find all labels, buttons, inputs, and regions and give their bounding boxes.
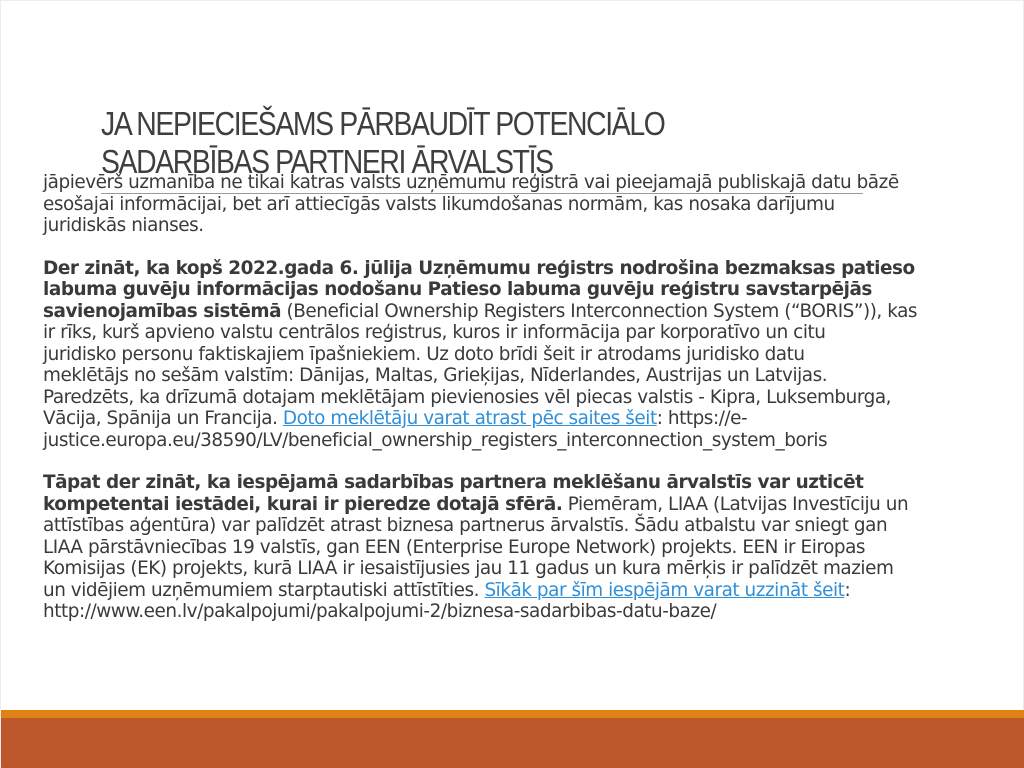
bold-text: Tāpat der zināt, ka iespējamā sadarbības partnera meklēšanu ārvalstīs var uzticēt: [43, 472, 864, 493]
text-line: [43, 301, 1003, 323]
url-text: http://www.een.lv/pakalpojumi/pakalpojumi-2/biznesa-sadarbibas-datu-baze/: [43, 601, 717, 622]
text-line: [43, 279, 1003, 301]
text-line: esošajai informācijai, bet arī attiecīgās valsts likumdošanas normām, kas nosaka darījumu: [43, 193, 835, 215]
plain-text: Vācija, Spānija un Francija.: [43, 408, 283, 429]
title-line-1: JA NEPIECIEŠAMS PĀRBAUDĪT POTENCIĀLO: [101, 105, 665, 142]
text-line: jāpievērš uzmanība ne tikai katras valsts uzņēmumu reģistrā vai pieejamajā publiskajā datu bāzē: [43, 172, 899, 193]
plain-text: : https://e-: [656, 408, 748, 429]
plain-text: Piemēram, LIAA (Latvijas Investīciju un: [562, 493, 909, 515]
footer-band-rust: [1, 718, 1024, 768]
slide-title: [101, 105, 755, 181]
text-line: [43, 258, 1003, 280]
text-line: [43, 472, 1003, 494]
een-info-link[interactable]: Sīkāk par šīm iespējām varat uzzināt šeit: [484, 579, 845, 601]
text-line: [43, 580, 1003, 602]
bold-text: Der zināt, ka kopš 2022.gada 6. jūlija Uzņēmumu reģistrs nodrošina bezmaksas patieso: [43, 257, 915, 279]
bold-text: savienojamības sistēmā: [43, 300, 282, 322]
text-line: Paredzēts, ka drīzumā dotajam meklētājam pievienosies vēl piecas valstis - Kipra, Luksemburga,: [43, 386, 892, 408]
text-line: Komisijas (EK) projekts, kurā LIAA ir iesaistījusies jau 11 gadus un kura mērķis ir palīdzēt maziem: [43, 558, 894, 579]
text-line: attīstības aģentūra) var palīdzēt atrast biznesa partnerus ārvalstīs. Šādu atbalstu var sniegt gan: [43, 515, 888, 536]
plain-text: un vidējiem uzņēmumiem starptautiski attīstīties.: [43, 579, 485, 601]
bold-text: labuma guvēju informācijas nodošanu Patieso labuma guvēju reģistru savstarpējās: [43, 279, 872, 300]
text-line: juridisko personu faktiskajiem īpašniekiem. Uz doto brīdi šeit ir atrodams juridisko datu: [43, 343, 805, 365]
slide-body: [43, 172, 1003, 644]
text-line: LIAA pārstāvniecības 19 valstīs, gan EEN (Enterprise Europe Network) projekts. EEN ir Eiropas: [43, 536, 866, 558]
text-line: [43, 408, 1003, 430]
paragraph-liaa: [43, 472, 1003, 623]
text-line: ir rīks, kurš apvieno valstu centrālos reģistrus, kuros ir informācija par korporatīvo un citu: [43, 322, 826, 343]
text-line: [43, 494, 1003, 516]
text-line: meklētājs no sešām valstīm: Dānijas, Maltas, Grieķijas, Nīderlandes, Austrijas un Latvijas.: [43, 365, 828, 386]
text-line: juridiskās nianses.: [43, 215, 204, 236]
plain-text: (Beneficial Ownership Registers Interconnection System (“BORIS”)), kas: [281, 300, 918, 322]
footer-stripe-orange: [1, 710, 1024, 718]
plain-text: :: [844, 579, 851, 601]
bold-text: kompetentai iestādei, kurai ir pieredze dotajā sfērā.: [43, 493, 563, 515]
paragraph-boris: [43, 258, 1003, 452]
title-line-2: SADARBĪBAS PARTNERI ĀRVALSTĪS: [101, 143, 553, 180]
boris-search-link[interactable]: Doto meklētāju varat atrast pēc saites šeit: [282, 408, 657, 429]
paragraph-intro: [43, 172, 1003, 237]
url-text: justice.europa.eu/38590/LV/beneficial_ownership_registers_interconnection_system_boris: [43, 429, 828, 451]
